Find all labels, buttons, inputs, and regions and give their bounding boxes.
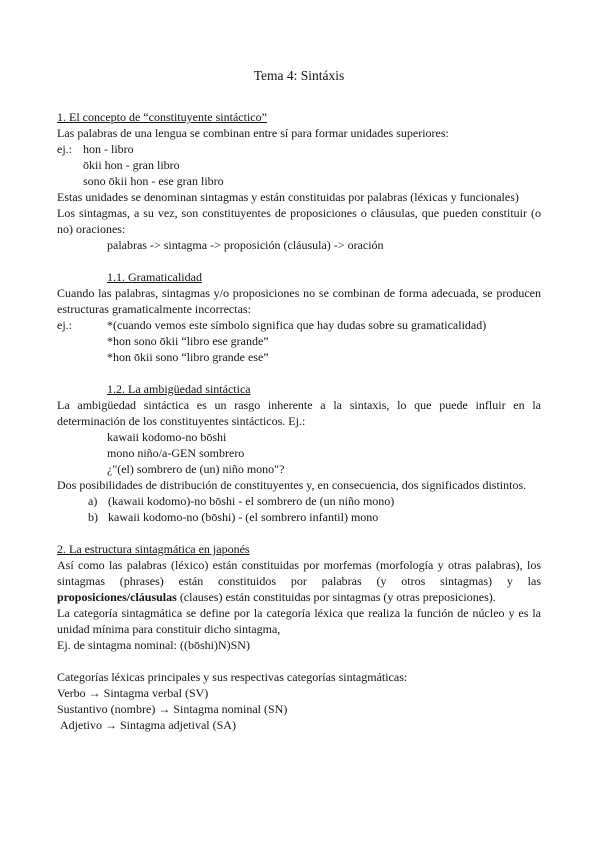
example-text: hon - libro (83, 142, 134, 156)
paragraph: La ambigüedad sintáctica es un rasgo inherente a la sintaxis, lo que puede influir en la determinación de los constituyentes sintácticos. Ej.: (57, 398, 541, 428)
list-item-label: b) (88, 510, 98, 524)
list-item-label: a) (88, 494, 98, 508)
category-line: Sustantivo (nombre) → Sintagma nominal (SN) (57, 702, 288, 716)
hierarchy-chain: palabras -> sintagma -> proposición (cláusula) -> oración (107, 238, 384, 252)
paragraph-text: Así como las palabras (léxico) están constituidas por morfemas (morfología y otras palabras), los sintagmas (phrases) están constituidos por palabras (y otros sintagmas) y las (57, 558, 541, 588)
blank-line (57, 525, 541, 541)
paragraph: Estas unidades se denominan sintagmas y están constituidas por palabras (léxicas y funcionales) (57, 190, 519, 204)
page-title: Tema 4: Sintáxis (253, 68, 345, 83)
paragraph: La categoría sintagmática se define por la categoría léxica que realiza la función de núcleo y es la unidad mínima para constituir dicho sintagma, (57, 606, 541, 636)
example-line: sono ōkii hon - ese gran libro (83, 174, 224, 188)
example-text: *(cuando vemos este símbolo significa que hay dudas sobre su gramaticalidad) (107, 318, 487, 332)
example-line: kawaii kodomo-no bōshi (107, 430, 227, 444)
example-line: ¿"(el) sombrero de (un) niño mono"? (107, 462, 285, 476)
section-1-1-heading: 1.1. Gramaticalidad (107, 270, 202, 284)
list-item-text: kawaii kodomo-no (bōshi) - (el sombrero infantil) mono (108, 510, 379, 524)
paragraph: Cuando las palabras, sintagmas y/o proposiciones no se combinan de forma adecuada, se producen estructuras gramaticalmente incorrectas: (57, 286, 541, 316)
example-line: *hon ōkii sono “libro grande ese” (107, 350, 269, 364)
list-item (57, 509, 541, 525)
blank-line (57, 653, 541, 669)
paragraph (57, 557, 541, 605)
section-2-heading: 2. La estructura sintagmática en japonés (57, 542, 250, 556)
category-line: Verbo → Sintagma verbal (SV) (57, 686, 209, 700)
section-1-2-heading: 1.2. La ambigüedad sintáctica (107, 382, 251, 396)
list-item (57, 493, 541, 509)
example-line (57, 141, 541, 157)
example-line (57, 317, 541, 333)
section-1-intro: Las palabras de una lengua se combinan entre sí para formar unidades superiores: (57, 126, 449, 140)
example-line: Ej. de sintagma nominal: ((bōshi)N)SN) (57, 638, 250, 652)
example-line: ōkii hon - gran libro (83, 158, 180, 172)
categories-intro: Categorías léxicas principales y sus respectivas categorías sintagmáticas: (57, 670, 408, 684)
example-label: ej.: (57, 318, 72, 332)
paragraph-text: (clauses) están constituidas por sintagmas (y otras preposiciones). (176, 590, 496, 604)
example-line: *hon sono ōkii “libro ese grande” (107, 334, 269, 348)
blank-line (57, 253, 541, 269)
example-label: ej.: (57, 142, 72, 156)
section-1-heading: 1. El concepto de “constituyente sintáctico” (57, 110, 267, 124)
list-item-text: (kawaii kodomo)-no bōshi - el sombrero de (un niño mono) (108, 494, 395, 508)
example-line: mono niño/a-GEN sombrero (107, 446, 245, 460)
category-line: Adjetivo → Sintagma adjetival (SA) (60, 718, 236, 732)
document-body (57, 68, 541, 733)
blank-line (57, 365, 541, 381)
paragraph: Dos posibilidades de distribución de constituyentes y, en consecuencia, dos significados distintos. (57, 478, 527, 492)
paragraph-bold-text: proposiciones/cláusulas (57, 590, 177, 604)
paragraph: Los sintagmas, a su vez, son constituyentes de proposiciones o cláusulas, que pueden constituir (o no) oraciones: (57, 206, 541, 236)
